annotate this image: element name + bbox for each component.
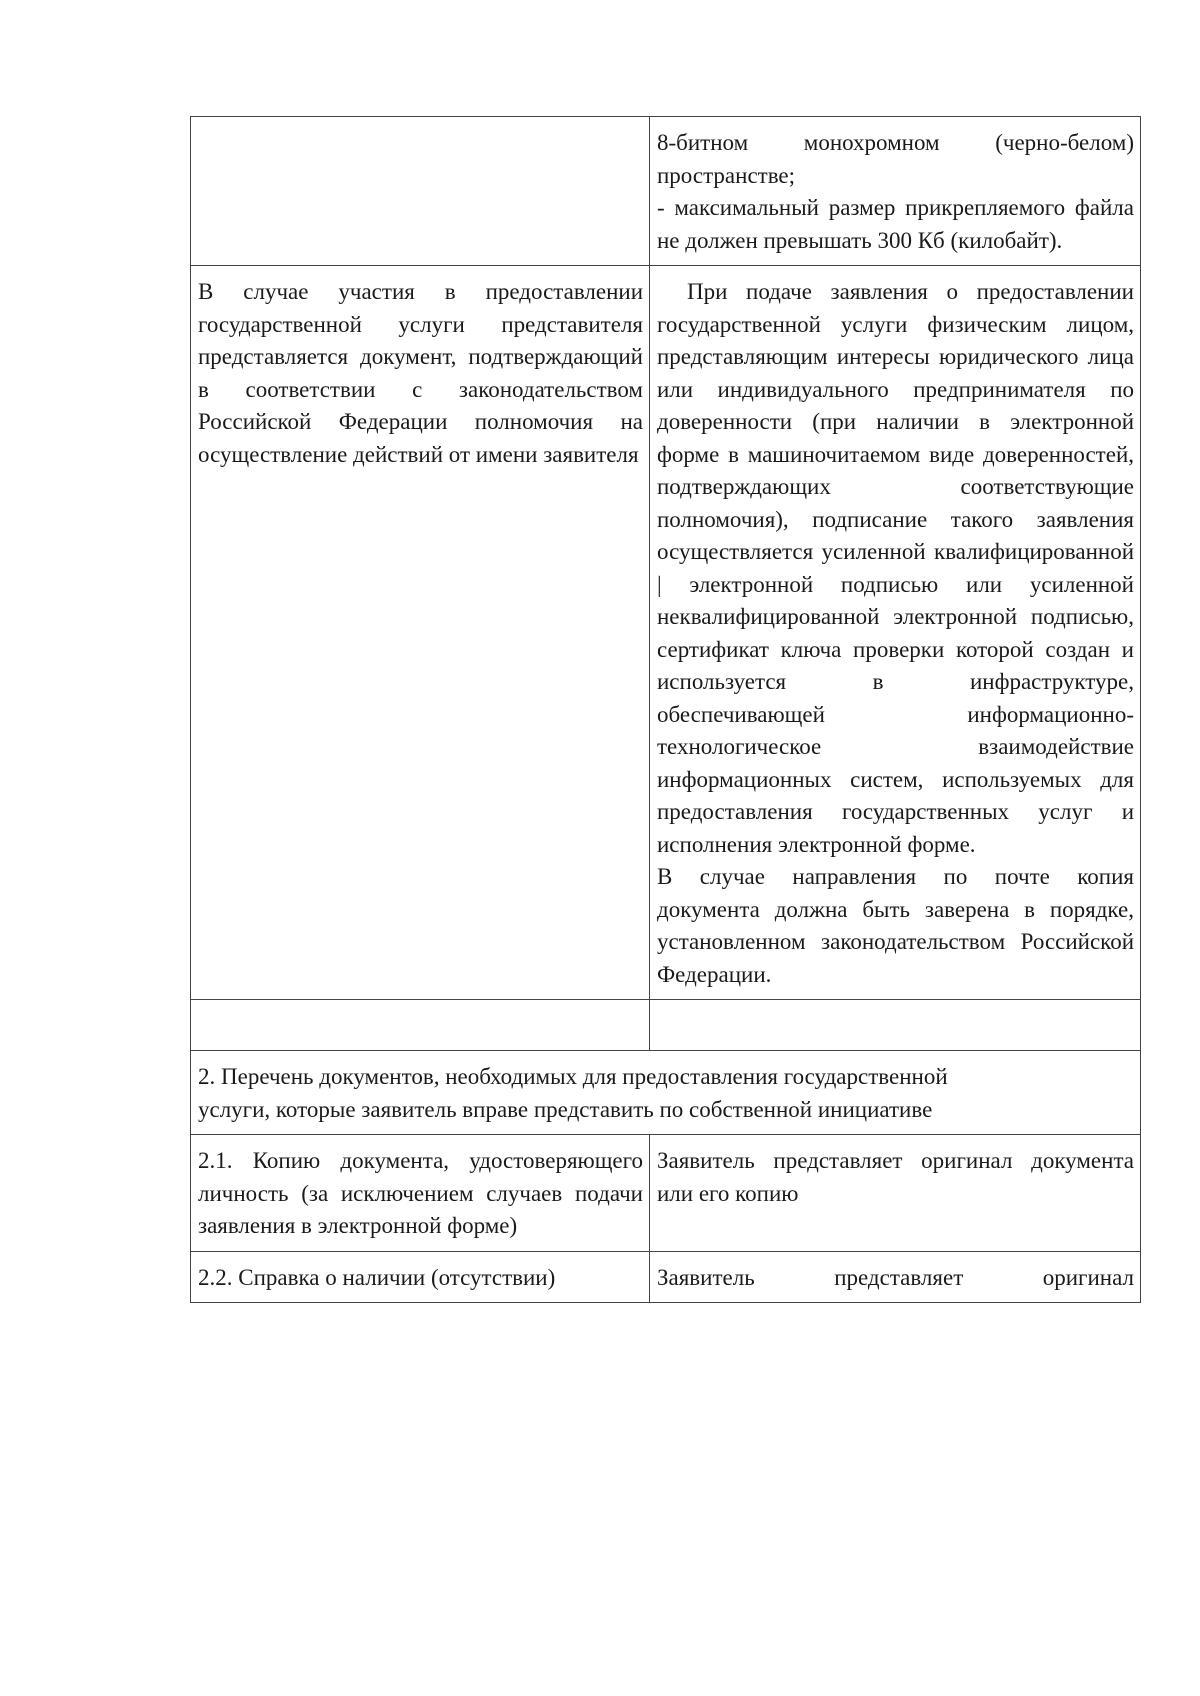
table-row bbox=[191, 117, 1141, 266]
cell-paragraph: 2.2. Справка о наличии (отсутствии) bbox=[198, 1264, 556, 1290]
document-table bbox=[190, 116, 1141, 1303]
cell-paragraph: Заявитель представляет оригинал bbox=[657, 1264, 1134, 1290]
section-header-cell bbox=[191, 1051, 1141, 1135]
section-title-line: 2. Перечень документов, необходимых для предоставления государственной bbox=[198, 1064, 948, 1089]
cell-paragraph: В случае направления по почте копия документа должна быть заверена в порядке, установленном законодательством Российской Федерации. bbox=[657, 864, 1134, 987]
table-cell-right bbox=[650, 117, 1141, 266]
cell-paragraph: - максимальный размер прикрепляемого файла не должен превышать 300 Кб (килобайт). bbox=[657, 195, 1134, 253]
table-cell-right bbox=[650, 1251, 1141, 1303]
cell-paragraph: При подаче заявления о предоставлении государственной услуги физическим лицом, представляющим интересы юридического лица или индивидуального предпринимателя по доверенности (при наличии в электронной форме в машиночитаемом виде доверенностей, подтверждающих соответствующие полномочия), подписание такого заявления осуществляется усиленной квалифицированной | электронной подписью или усиленной неквалифицированной электронной подписью, сертификат ключа проверки которой создан и используется в инфраструктуре, обеспечивающей информационно-технологическое взаимодействие информационных систем, используемых для предоставления государственных услуг и исполнения электронной форме. bbox=[657, 279, 1134, 857]
table-row bbox=[191, 1251, 1141, 1303]
table-row bbox=[191, 266, 1141, 1000]
table-cell-left bbox=[191, 1251, 650, 1303]
table-cell-right bbox=[650, 1000, 1141, 1051]
table-cell-left bbox=[191, 266, 650, 1000]
table-cell-right bbox=[650, 1135, 1141, 1252]
section-title-line: услуги, которые заявитель вправе представить по собственной инициативе bbox=[198, 1096, 933, 1122]
cell-paragraph: Заявитель представляет оригинал документа или его копию bbox=[657, 1148, 1134, 1206]
table-row bbox=[191, 1000, 1141, 1051]
table-cell-left bbox=[191, 117, 650, 266]
cell-paragraph: 2.1. Копию документа, удостоверяющего личность (за исключением случаев подачи заявления в электронной форме) bbox=[198, 1148, 643, 1238]
section-header-row bbox=[191, 1051, 1141, 1135]
cell-paragraph: 8-битном монохромном (черно-белом) пространстве; bbox=[657, 130, 1134, 188]
table-row bbox=[191, 1135, 1141, 1252]
table-cell-left bbox=[191, 1000, 650, 1051]
table-cell-right bbox=[650, 266, 1141, 1000]
cell-paragraph: В случае участия в предоставлении государственной услуги представителя представляется документ, подтверждающий в соответствии с законодательством Российской Федерации полномочия на осуществление действий от имени заявителя bbox=[198, 279, 643, 467]
table-cell-left bbox=[191, 1135, 650, 1252]
